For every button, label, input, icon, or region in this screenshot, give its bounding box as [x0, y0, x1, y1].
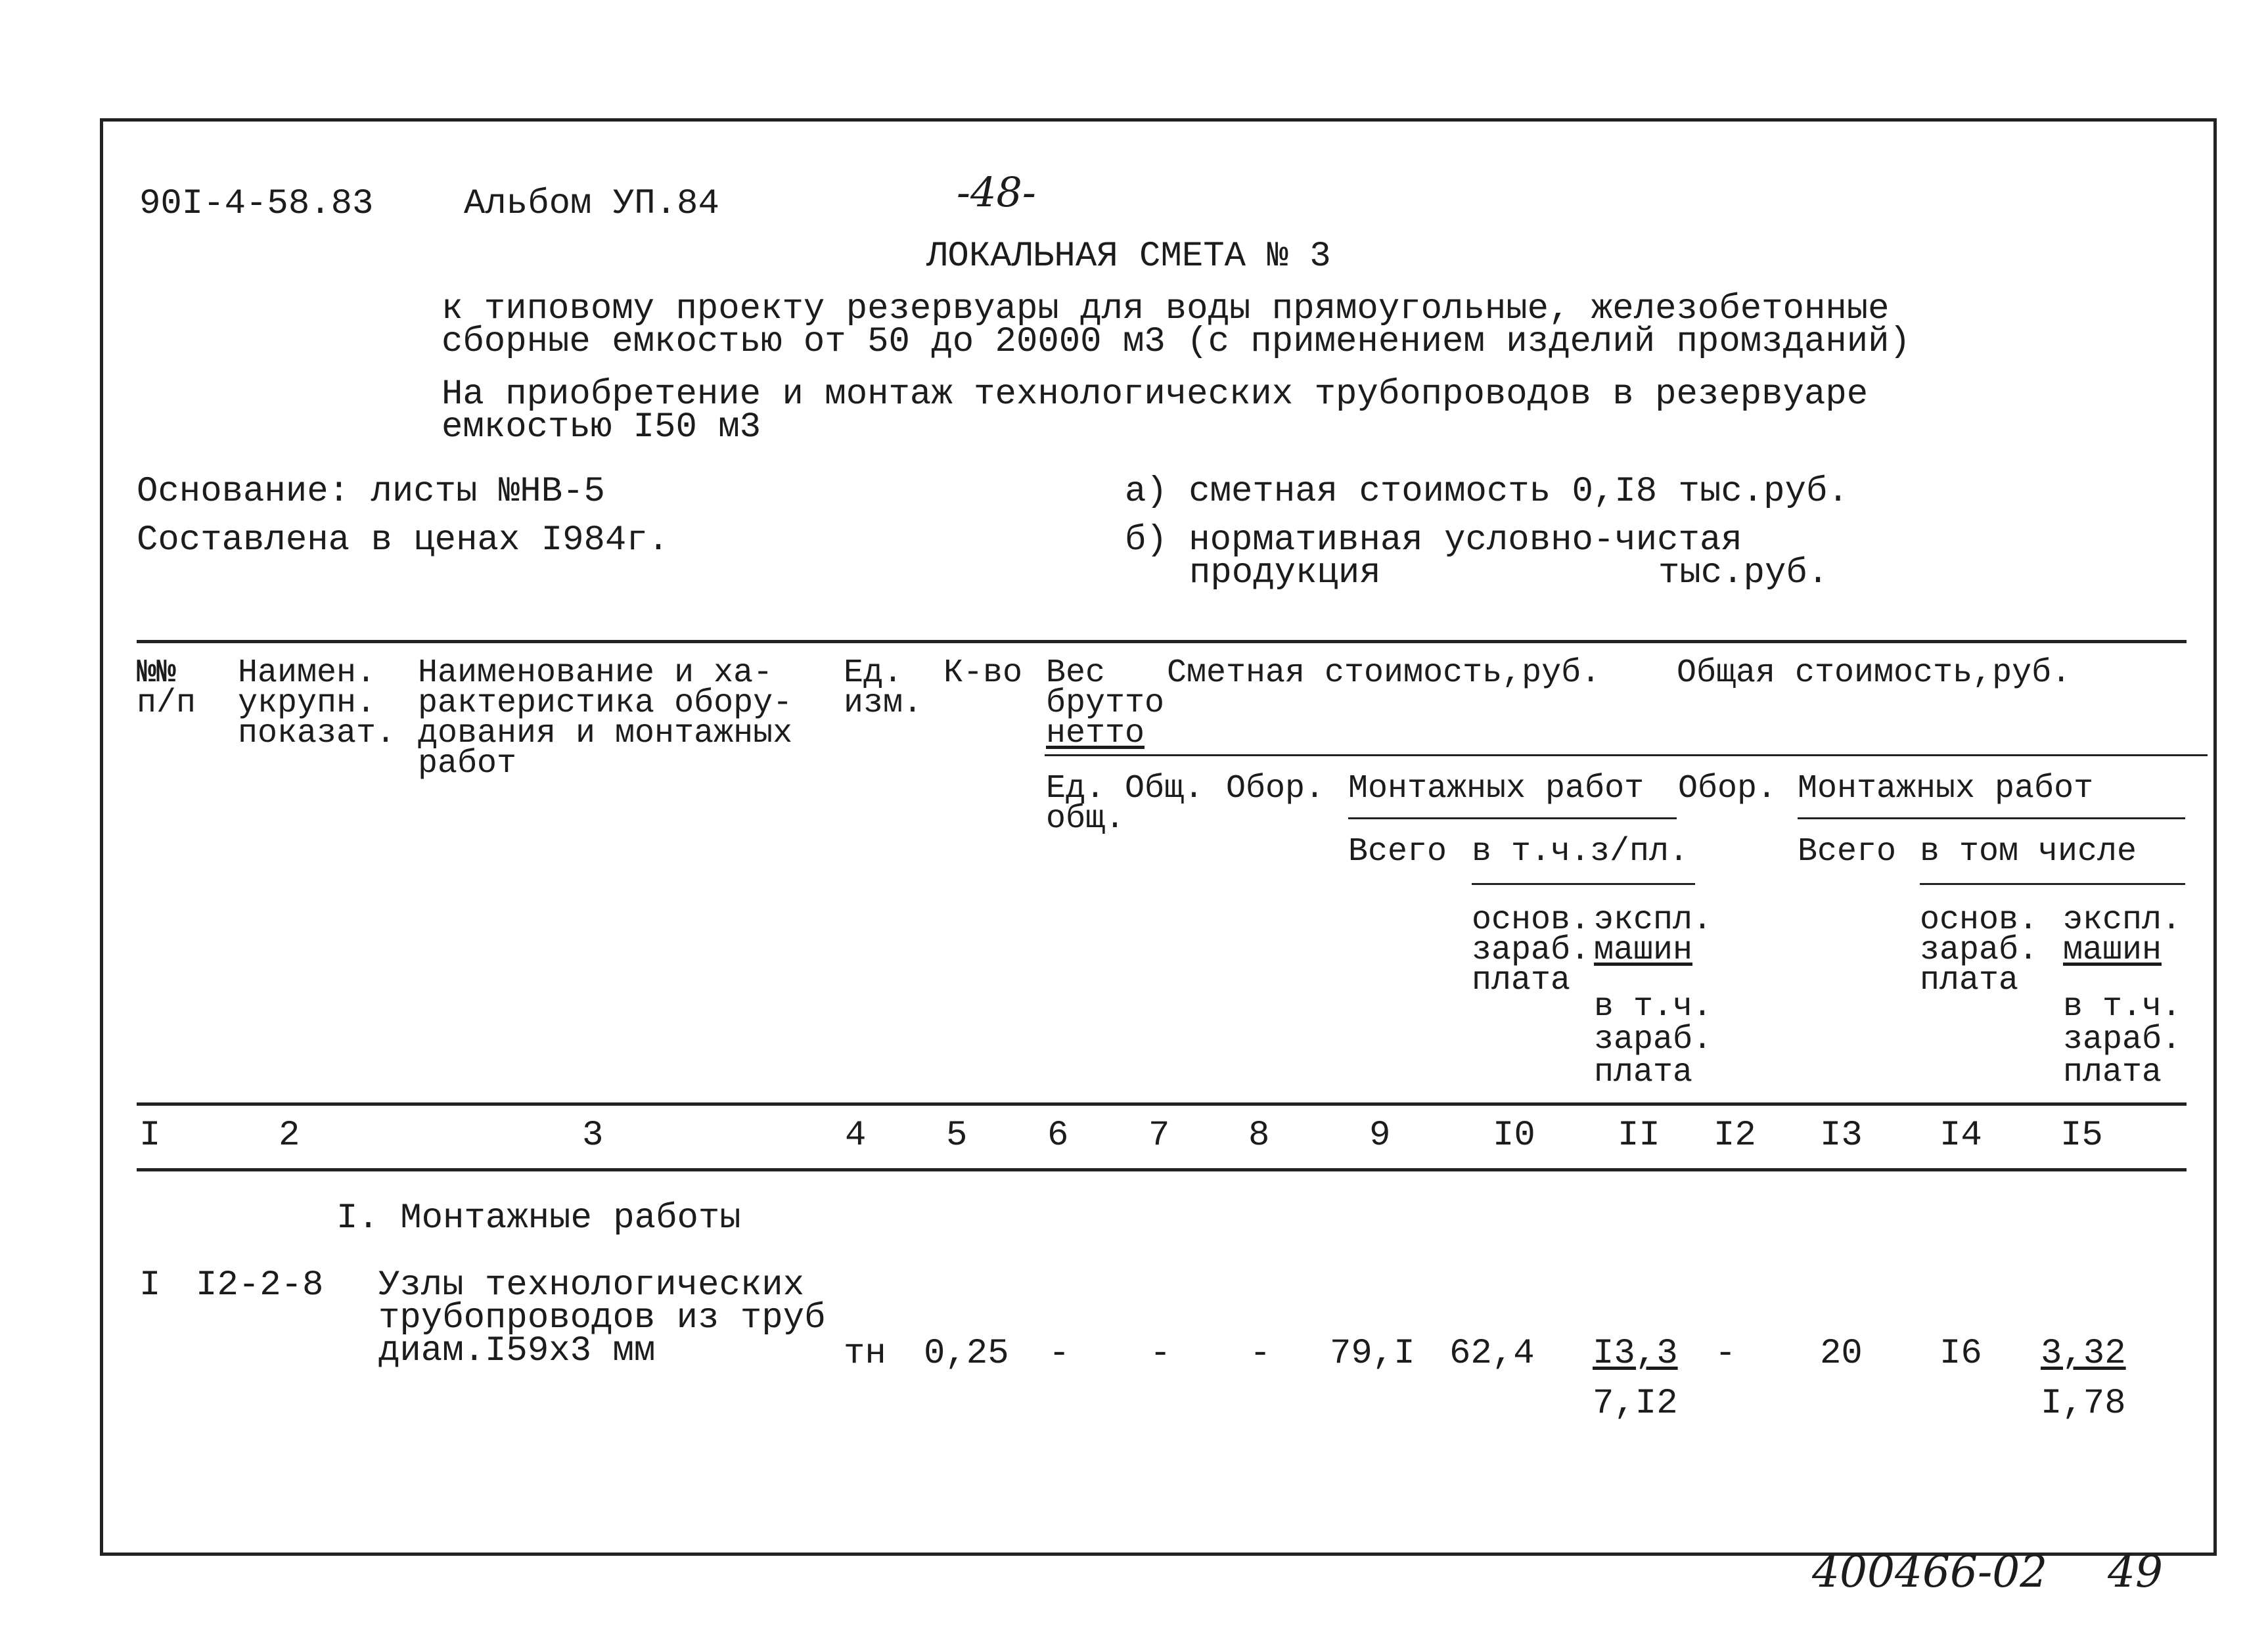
column-number: 4 [845, 1116, 867, 1156]
section-title: I. Монтажные работы [336, 1198, 741, 1238]
prices-text: Составлена в ценах I984г. [137, 520, 669, 560]
col-code-header-3: показат. [238, 715, 396, 752]
base-wage-header-b-2: зараб. [1920, 932, 2039, 969]
incl-wage-sub-header-3: плата [1594, 1054, 1693, 1091]
row-col10: 62,4 [1449, 1334, 1535, 1374]
incl-wage-header: в т.ч.з/пл. [1472, 833, 1689, 871]
row-col11-top: I3,3 [1593, 1334, 1678, 1374]
row-name-line-3: диам.I59х3 мм [378, 1331, 656, 1371]
total-header-2: Всего [1798, 833, 1897, 871]
incl-header-2: в том числе [1920, 833, 2137, 871]
column-number: I5 [2060, 1116, 2103, 1156]
col-weight-header: Вес [1046, 654, 1106, 692]
row-col11-bottom: 7,I2 [1593, 1384, 1678, 1424]
install-rule-1 [1348, 817, 1677, 819]
net-production-unit: тыс.руб. [1658, 553, 1829, 593]
incl-wage-rule [1472, 883, 1695, 885]
install-header-1: Монтажных работ [1348, 770, 1644, 807]
incl-wage-sub-header-b: в т.ч. [2063, 988, 2182, 1026]
row-col15-top: 3,32 [2041, 1334, 2126, 1374]
row-number: I [139, 1265, 161, 1305]
column-number: 9 [1369, 1116, 1391, 1156]
estimated-cost-header: Сметная стоимость,руб. [1167, 654, 1601, 692]
col-num-header: №№ [137, 654, 177, 692]
column-number: I3 [1820, 1116, 1863, 1156]
row-name-line-2: трубопроводов из труб [378, 1298, 826, 1338]
col-code-header-2: укрупн. [238, 685, 376, 722]
column-number: 8 [1248, 1116, 1270, 1156]
incl-wage-sub-header: в т.ч. [1594, 988, 1713, 1026]
total-header-1: Всего [1348, 833, 1447, 871]
document-title: ЛОКАЛЬНАЯ СМЕТА № 3 [926, 237, 1331, 277]
col-weight-header-3: нетто [1046, 715, 1145, 752]
row-qty: 0,25 [924, 1334, 1009, 1374]
incl-wage-sub-header-b-3: плата [2063, 1054, 2162, 1091]
column-numbers-bottom-rule [137, 1168, 2187, 1171]
incl-wage-sub-header-b-2: зараб. [2063, 1021, 2182, 1058]
col-unit-header-2: изм. [844, 685, 923, 722]
col-code-header: Наимен. [238, 654, 376, 692]
subhead-rule [1045, 754, 2208, 756]
row-code: I2-2-8 [196, 1265, 324, 1305]
row-col12: - [1715, 1334, 1736, 1374]
column-number: 2 [279, 1116, 300, 1156]
machine-header-b: экспл. [2063, 901, 2182, 939]
column-number: I2 [1713, 1116, 1756, 1156]
col-qty-header: К-во [943, 654, 1023, 692]
column-number: I4 [1939, 1116, 1982, 1156]
base-wage-header-b: основ. [1920, 901, 2039, 939]
col-name-header-4: работ [418, 745, 517, 782]
equipment-header-1: Обор. [1226, 770, 1325, 807]
subtitle-line-2: сборные емкостью от 50 до 20000 м3 (с применением изделий промзданий) [442, 322, 1911, 362]
net-production-text-2: продукция [1189, 553, 1381, 593]
subtitle-line-1: к типовому проекту резервуары для воды прямоугольные, железобетонные [442, 289, 1890, 329]
install-header-2: Монтажных работ [1798, 770, 2094, 807]
base-wage-header-2: зараб. [1472, 932, 1591, 969]
machine-header-b-2: машин [2063, 932, 2162, 969]
column-number: 5 [946, 1116, 968, 1156]
equipment-header-2: Обор. [1678, 770, 1777, 807]
album-label: Альбом УП.84 [464, 184, 719, 224]
purpose-line-1: На приобретение и монтаж технологических трубопроводов в резервуаре [442, 374, 1869, 415]
base-wage-header-3: плата [1472, 962, 1571, 999]
base-wage-header: основ. [1472, 901, 1591, 939]
row-unit: тн [844, 1334, 886, 1374]
base-wage-header-b-3: плата [1920, 962, 2019, 999]
basis-text: Основание: листы №НВ-5 [137, 472, 605, 512]
col-name-header-3: дования и монтажных [418, 715, 793, 752]
row-name-line-1: Узлы технологических [378, 1265, 805, 1305]
row-col9: 79,I [1330, 1334, 1415, 1374]
row-col14: I6 [1939, 1334, 1982, 1374]
machine-header: экспл. [1594, 901, 1713, 939]
col-name-header: Наименование и ха- [418, 654, 773, 692]
column-number: 7 [1148, 1116, 1170, 1156]
column-number: 6 [1047, 1116, 1069, 1156]
estimated-cost-text: а) сметная стоимость 0,I8 тыс.руб. [1125, 472, 1849, 512]
col-weight-header-2: брутто [1046, 685, 1165, 722]
incl-wage-sub-header-2: зараб. [1594, 1021, 1713, 1058]
col-unit-header: Ед. [844, 654, 903, 692]
table-top-rule [137, 640, 2187, 643]
page-number: -48- [957, 168, 1036, 216]
unit-total-header-2: общ. [1046, 800, 1125, 838]
install-rule-2 [1798, 817, 2185, 819]
inventory-stamp: 400466-02 [1812, 1547, 2048, 1597]
column-number: II [1618, 1116, 1660, 1156]
col-num-header-2: п/п [137, 685, 196, 722]
purpose-line-2: емкостью I50 м3 [442, 407, 761, 447]
column-number: I0 [1493, 1116, 1535, 1156]
incl-rule-2 [1920, 883, 2185, 885]
sheet-number: 49 [2108, 1547, 2163, 1597]
machine-header-2: машин [1594, 932, 1693, 969]
project-code: 90I-4-58.83 [139, 184, 374, 224]
column-number: 3 [582, 1116, 604, 1156]
row-col7: - [1150, 1334, 1171, 1374]
unit-total-header: Ед. Общ. [1046, 770, 1204, 807]
net-production-text: б) нормативная условно-чистая [1125, 520, 1742, 560]
col-name-header-2: рактеристика обору- [418, 685, 793, 722]
row-col6: - [1049, 1334, 1070, 1374]
column-numbers-top-rule [137, 1102, 2187, 1106]
row-col13: 20 [1820, 1334, 1863, 1374]
total-cost-header: Общая стоимость,руб. [1677, 654, 2072, 692]
row-col15-bottom: I,78 [2041, 1384, 2126, 1424]
row-col8: - [1250, 1334, 1271, 1374]
column-number: I [139, 1116, 161, 1156]
